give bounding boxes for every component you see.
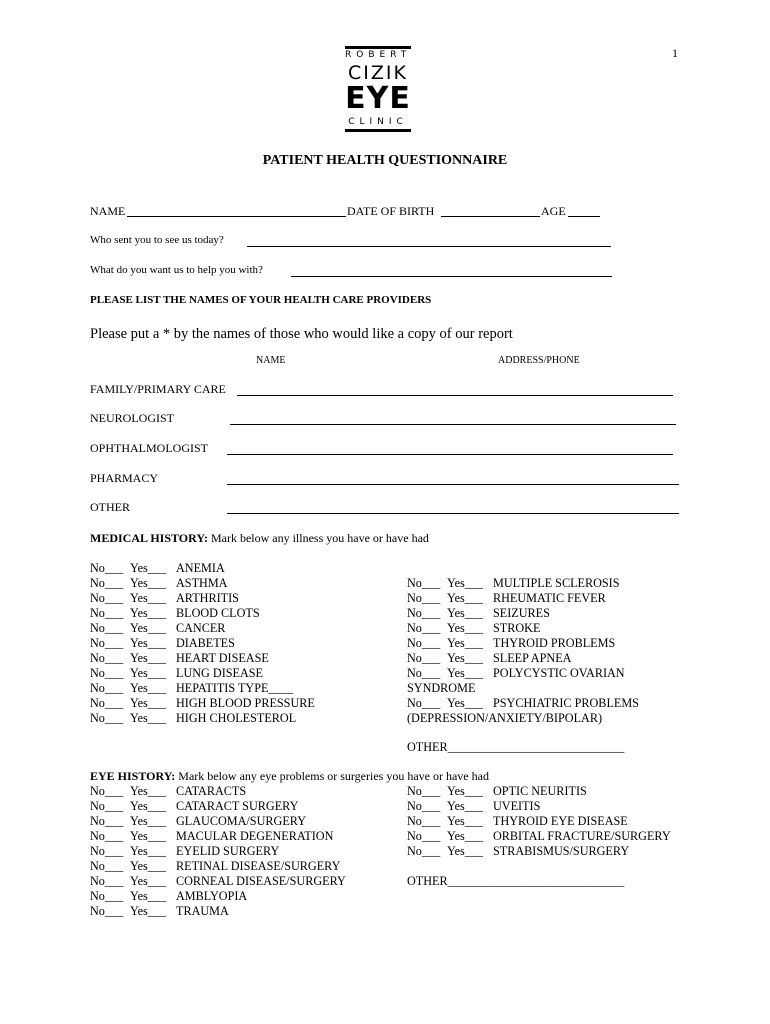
yes-checkbox[interactable]: Yes___: [447, 799, 484, 813]
condition-label: MULTIPLE SCLEROSIS: [493, 576, 620, 590]
condition-label: LUNG DISEASE: [176, 666, 264, 680]
help-label: What do you want us to help you with?: [90, 264, 263, 276]
yes-checkbox[interactable]: Yes___: [130, 606, 167, 620]
medical-history-instruction: Mark below any illness you have or have had: [207, 531, 429, 545]
no-checkbox[interactable]: No___: [90, 591, 124, 605]
no-checkbox[interactable]: No___: [90, 829, 124, 843]
yes-checkbox[interactable]: Yes___: [130, 651, 167, 665]
no-checkbox[interactable]: No___: [90, 711, 124, 725]
no-checkbox[interactable]: No___: [90, 636, 124, 650]
condition-label: CATARACT SURGERY: [176, 799, 299, 813]
yes-checkbox[interactable]: Yes___: [130, 666, 167, 680]
no-checkbox[interactable]: No___: [90, 606, 124, 620]
no-checkbox[interactable]: No___: [90, 666, 124, 680]
dob-field[interactable]: [441, 216, 540, 217]
yes-checkbox[interactable]: Yes___: [447, 696, 484, 710]
no-checkbox[interactable]: No___: [90, 621, 124, 635]
yes-checkbox[interactable]: Yes___: [130, 711, 167, 725]
dob-label: DATE OF BIRTH: [347, 204, 435, 218]
condition-label: STRABISMUS/SURGERY: [493, 844, 630, 858]
no-checkbox[interactable]: No___: [407, 606, 441, 620]
condition-label: PSYCHIATRIC PROBLEMS: [493, 696, 639, 710]
condition-label: DIABETES: [176, 636, 235, 650]
provider-field-neurologist[interactable]: [230, 424, 676, 425]
provider-label-pharmacy: PHARMACY: [90, 471, 159, 485]
providers-note: Please put a * by the names of those who would like a copy of our report: [90, 326, 513, 342]
provider-label-ophthalmologist: OPHTHALMOLOGIST: [90, 441, 208, 455]
no-checkbox[interactable]: No___: [407, 636, 441, 650]
yes-checkbox[interactable]: Yes___: [130, 814, 167, 828]
no-checkbox[interactable]: No___: [90, 576, 124, 590]
condition-label: HEPATITIS TYPE____: [176, 681, 293, 695]
yes-checkbox[interactable]: Yes___: [130, 874, 167, 888]
referred-field[interactable]: [247, 246, 611, 247]
yes-checkbox[interactable]: Yes___: [130, 591, 167, 605]
yes-checkbox[interactable]: Yes___: [130, 681, 167, 695]
condition-label: ORBITAL FRACTURE/SURGERY: [493, 829, 671, 843]
no-checkbox[interactable]: No___: [407, 666, 441, 680]
condition-label: HEART DISEASE: [176, 651, 269, 665]
no-checkbox[interactable]: No___: [90, 696, 124, 710]
condition-label: AMBLYOPIA: [176, 889, 248, 903]
logo-cizik: CIZIK: [348, 62, 408, 84]
yes-checkbox[interactable]: Yes___: [130, 859, 167, 873]
page-title: PATIENT HEALTH QUESTIONNAIRE: [262, 153, 508, 168]
yes-checkbox[interactable]: Yes___: [447, 844, 484, 858]
condition-label: HIGH BLOOD PRESSURE: [176, 696, 315, 710]
no-checkbox[interactable]: No___: [407, 696, 441, 710]
yes-checkbox[interactable]: Yes___: [447, 636, 484, 650]
age-label: AGE: [541, 204, 566, 218]
no-checkbox[interactable]: No___: [90, 784, 124, 798]
no-checkbox[interactable]: No___: [407, 591, 441, 605]
yes-checkbox[interactable]: Yes___: [447, 784, 484, 798]
yes-checkbox[interactable]: Yes___: [447, 814, 484, 828]
yes-checkbox[interactable]: Yes___: [447, 606, 484, 620]
no-checkbox[interactable]: No___: [90, 681, 124, 695]
page-number: 1: [672, 46, 678, 60]
condition-label: ARTHRITIS: [176, 591, 239, 605]
condition-label: UVEITIS: [493, 799, 541, 813]
no-checkbox[interactable]: No___: [90, 814, 124, 828]
condition-label: BLOOD CLOTS: [176, 606, 260, 620]
condition-label-cont: SYNDROME: [407, 681, 476, 695]
medical-history-title: MEDICAL HISTORY:: [90, 531, 208, 545]
yes-checkbox[interactable]: Yes___: [130, 561, 167, 575]
yes-checkbox[interactable]: Yes___: [130, 844, 167, 858]
condition-label: TRAUMA: [176, 904, 229, 918]
no-checkbox[interactable]: No___: [90, 799, 124, 813]
yes-checkbox[interactable]: Yes___: [447, 576, 484, 590]
yes-checkbox[interactable]: Yes___: [130, 696, 167, 710]
medical-other-label[interactable]: OTHER_____________________________: [407, 740, 625, 754]
condition-label: ANEMIA: [176, 561, 225, 575]
condition-label: CORNEAL DISEASE/SURGERY: [176, 874, 346, 888]
condition-label: CANCER: [176, 621, 226, 635]
name-label: NAME: [90, 204, 126, 218]
no-checkbox[interactable]: No___: [407, 844, 441, 858]
referred-label: Who sent you to see us today?: [90, 234, 224, 246]
no-checkbox[interactable]: No___: [407, 576, 441, 590]
clinic-logo: [345, 46, 411, 132]
condition-label: THYROID EYE DISEASE: [493, 814, 628, 828]
condition-label: HIGH CHOLESTEROL: [176, 711, 297, 725]
yes-checkbox[interactable]: Yes___: [447, 666, 484, 680]
condition-label: POLYCYSTIC OVARIAN: [493, 666, 625, 680]
col-name-header: NAME: [256, 355, 286, 366]
yes-checkbox[interactable]: Yes___: [447, 591, 484, 605]
yes-checkbox[interactable]: Yes___: [130, 784, 167, 798]
no-checkbox[interactable]: No___: [407, 651, 441, 665]
no-checkbox[interactable]: No___: [407, 829, 441, 843]
no-checkbox[interactable]: No___: [90, 561, 124, 575]
condition-label: ASTHMA: [176, 576, 228, 590]
yes-checkbox[interactable]: Yes___: [447, 621, 484, 635]
yes-checkbox[interactable]: Yes___: [130, 799, 167, 813]
logo-eye: EYE: [345, 81, 411, 116]
condition-label-cont: (DEPRESSION/ANXIETY/BIPOLAR): [407, 711, 602, 725]
medical-history-heading: [90, 531, 429, 546]
provider-field-other[interactable]: [227, 513, 679, 514]
condition-label: GLAUCOMA/SURGERY: [176, 814, 307, 828]
no-checkbox[interactable]: No___: [90, 651, 124, 665]
no-checkbox[interactable]: No___: [90, 859, 124, 873]
condition-label: EYELID SURGERY: [176, 844, 280, 858]
provider-label-other: OTHER: [90, 500, 130, 514]
yes-checkbox[interactable]: Yes___: [447, 651, 484, 665]
provider-field-pharmacy[interactable]: [227, 484, 679, 485]
condition-label: OPTIC NEURITIS: [493, 784, 587, 798]
no-checkbox[interactable]: No___: [407, 784, 441, 798]
age-field[interactable]: [568, 216, 600, 217]
yes-checkbox[interactable]: Yes___: [130, 889, 167, 903]
yes-checkbox[interactable]: Yes___: [130, 621, 167, 635]
yes-checkbox[interactable]: Yes___: [130, 829, 167, 843]
eye-history-instruction: Mark below any eye problems or surgeries you have or have had: [175, 769, 489, 783]
no-checkbox[interactable]: No___: [90, 904, 124, 918]
logo-robert: ROBERT: [345, 50, 412, 60]
yes-checkbox[interactable]: Yes___: [130, 636, 167, 650]
no-checkbox[interactable]: No___: [90, 874, 124, 888]
yes-checkbox[interactable]: Yes___: [447, 829, 484, 843]
eye-other-label[interactable]: OTHER_____________________________: [407, 874, 625, 888]
condition-label: SEIZURES: [493, 606, 550, 620]
logo-clinic: CLINIC: [348, 117, 408, 127]
yes-checkbox[interactable]: Yes___: [130, 904, 167, 918]
eye-history-heading: [90, 769, 489, 784]
help-field[interactable]: [291, 276, 612, 277]
no-checkbox[interactable]: No___: [407, 621, 441, 635]
provider-field-primary-care[interactable]: [237, 395, 673, 396]
name-field[interactable]: [127, 216, 346, 217]
providers-heading: PLEASE LIST THE NAMES OF YOUR HEALTH CARE PROVIDERS: [90, 294, 432, 306]
condition-label: RHEUMATIC FEVER: [493, 591, 606, 605]
condition-label: CATARACTS: [176, 784, 247, 798]
no-checkbox[interactable]: No___: [90, 889, 124, 903]
no-checkbox[interactable]: No___: [90, 844, 124, 858]
provider-label-primary-care: FAMILY/PRIMARY CARE: [90, 382, 226, 396]
condition-label: THYROID PROBLEMS: [493, 636, 616, 650]
no-checkbox[interactable]: No___: [407, 799, 441, 813]
provider-label-neurologist: NEUROLOGIST: [90, 411, 174, 425]
provider-field-ophthalmologist[interactable]: [227, 454, 673, 455]
col-address-header: ADDRESS/PHONE: [498, 355, 580, 366]
yes-checkbox[interactable]: Yes___: [130, 576, 167, 590]
condition-label: MACULAR DEGENERATION: [176, 829, 334, 843]
condition-label: SLEEP APNEA: [493, 651, 572, 665]
no-checkbox[interactable]: No___: [407, 814, 441, 828]
condition-label: STROKE: [493, 621, 541, 635]
eye-history-title: EYE HISTORY:: [90, 769, 176, 783]
condition-label: RETINAL DISEASE/SURGERY: [176, 859, 341, 873]
